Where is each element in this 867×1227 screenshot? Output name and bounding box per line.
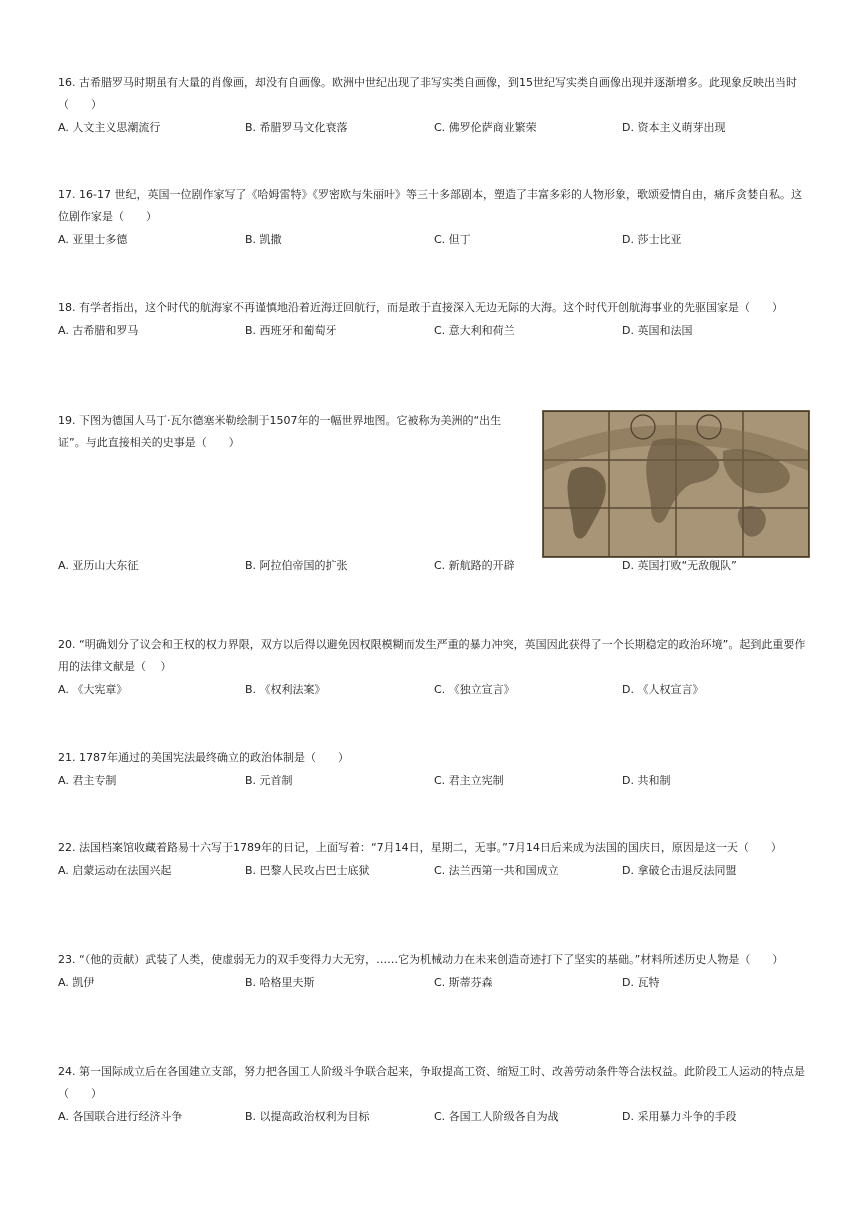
- option-d[interactable]: D. 莎士比亚: [622, 233, 682, 246]
- option-c[interactable]: C. 新航路的开辟: [434, 559, 515, 572]
- option-a[interactable]: A. 人文主义思潮流行: [58, 121, 161, 134]
- option-b[interactable]: B. 凯撒: [245, 233, 282, 246]
- option-a[interactable]: A. 古希腊和罗马: [58, 324, 139, 337]
- option-d[interactable]: D. 英国打败“无敌舰队”: [622, 559, 737, 572]
- question-16: [58, 72, 810, 138]
- option-b[interactable]: B. 元首制: [245, 774, 293, 787]
- question-stem: 16. 古希腊罗马时期虽有大量的肖像画，却没有自画像。欧洲中世纪出现了非写实类自画像，到15世纪写实类自画像出现并逐渐增多。此现象反映出当时（ ）: [58, 76, 797, 111]
- question-23: [58, 949, 810, 993]
- option-a[interactable]: A. 启蒙运动在法国兴起: [58, 864, 172, 877]
- option-c[interactable]: C. 佛罗伦萨商业繁荣: [434, 121, 537, 134]
- question-22: [58, 837, 810, 881]
- option-c[interactable]: C. 意大利和荷兰: [434, 324, 515, 337]
- option-row: [58, 230, 810, 250]
- option-d[interactable]: D. 《人权宣言》: [622, 683, 704, 696]
- question-stem: 18. 有学者指出，这个时代的航海家不再谨慎地沿着近海迂回航行，而是敢于直接深入无边无际的大海。这个时代开创航海事业的先驱国家是（ ）: [58, 301, 783, 314]
- option-a[interactable]: A. 各国联合进行经济斗争: [58, 1110, 183, 1123]
- option-row: [58, 680, 810, 700]
- option-d[interactable]: D. 资本主义萌芽出现: [622, 121, 726, 134]
- question-18: [58, 297, 810, 341]
- option-row: [58, 861, 810, 881]
- option-row: [58, 321, 810, 341]
- option-b[interactable]: B. 希腊罗马文化衰落: [245, 121, 348, 134]
- question-stem: 21. 1787年通过的美国宪法最终确立的政治体制是（ ）: [58, 751, 349, 764]
- question-stem: 22. 法国档案馆收藏着路易十六写于1789年的日记，上面写着：“7月14日，星期二，无事。”7月14日后来成为法国的国庆日，原因是这一天（ ）: [58, 841, 782, 854]
- question-stem: 19. 下图为德国人马丁·瓦尔德塞米勒绘制于1507年的一幅世界地图。它被称为美洲的“出生证”。与此直接相关的史事是（ ）: [58, 414, 502, 449]
- option-row: [58, 973, 810, 993]
- question-20: [58, 634, 810, 700]
- option-b[interactable]: B. 巴黎人民攻占巴士底狱: [245, 864, 370, 877]
- question-stem: 24. 第一国际成立后在各国建立支部，努力把各国工人阶级斗争联合起来，争取提高工资、缩短工时、改善劳动条件等合法权益。此阶段工人运动的特点是（ ）: [58, 1065, 805, 1100]
- option-b[interactable]: B. 以提高政治权利为目标: [245, 1110, 370, 1123]
- world-map-1507-image: [542, 410, 810, 558]
- option-a[interactable]: A. 凯伊: [58, 976, 95, 989]
- option-c[interactable]: C. 斯蒂芬森: [434, 976, 493, 989]
- option-d[interactable]: D. 共和制: [622, 774, 671, 787]
- map-illustration: [543, 411, 809, 557]
- question-stem: 17. 16-17 世纪，英国一位剧作家写了《哈姆雷特》《罗密欧与朱丽叶》等三十多部剧本，塑造了丰富多彩的人物形象，歌颂爱情自由，痛斥贪婪自私。这位剧作家是（ ）: [58, 188, 802, 223]
- option-c[interactable]: C. 法兰西第一共和国成立: [434, 864, 559, 877]
- question-19: [58, 410, 810, 576]
- option-c[interactable]: C. 各国工人阶级各自为战: [434, 1110, 559, 1123]
- option-c[interactable]: C. 君主立宪制: [434, 774, 504, 787]
- option-d[interactable]: D. 采用暴力斗争的手段: [622, 1110, 737, 1123]
- option-c[interactable]: C. 但丁: [434, 233, 471, 246]
- option-d[interactable]: D. 英国和法国: [622, 324, 693, 337]
- option-b[interactable]: B. 西班牙和葡萄牙: [245, 324, 337, 337]
- option-row: [58, 771, 810, 791]
- question-stem: 23. “（他的贡献）武装了人类，使虚弱无力的双手变得力大无穷，……它为机械动力在未来创造奇迹打下了坚实的基础。”材料所述历史人物是（ ）: [58, 953, 784, 966]
- option-row: [58, 118, 810, 138]
- option-c[interactable]: C. 《独立宣言》: [434, 683, 515, 696]
- option-a[interactable]: A. 君主专制: [58, 774, 117, 787]
- question-21: [58, 747, 810, 791]
- option-b[interactable]: B. 阿拉伯帝国的扩张: [245, 559, 348, 572]
- option-row: [58, 1107, 810, 1127]
- option-b[interactable]: B. 哈格里夫斯: [245, 976, 315, 989]
- option-b[interactable]: B. 《权利法案》: [245, 683, 326, 696]
- option-a[interactable]: A. 《大宪章》: [58, 683, 128, 696]
- question-24: [58, 1061, 810, 1127]
- option-row: [58, 556, 810, 576]
- question-17: [58, 184, 810, 250]
- option-d[interactable]: D. 拿破仑击退反法同盟: [622, 864, 737, 877]
- option-d[interactable]: D. 瓦特: [622, 976, 660, 989]
- option-a[interactable]: A. 亚里士多德: [58, 233, 128, 246]
- question-stem: 20. “明确划分了议会和王权的权力界限，双方以后得以避免因权限模糊而发生严重的暴力冲突，英国因此获得了一个长期稳定的政治环境”。起到此重要作用的法律文献是（ ）: [58, 638, 806, 673]
- option-a[interactable]: A. 亚历山大东征: [58, 559, 139, 572]
